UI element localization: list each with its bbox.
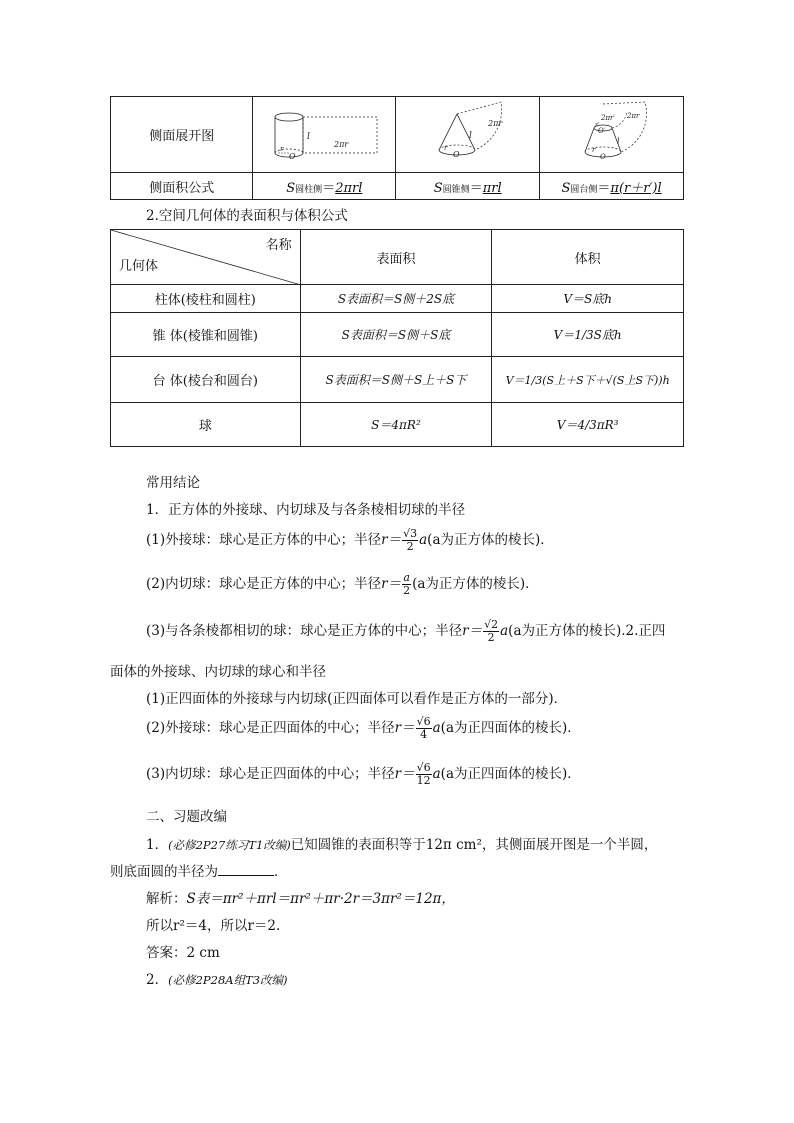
- svg-text:r: r: [591, 145, 595, 154]
- label-2pir: 2πr: [334, 139, 349, 149]
- svg-text:O: O: [452, 149, 460, 159]
- cylinder-figure: [253, 97, 396, 173]
- common-conclusions-title: 常用结论: [146, 475, 200, 491]
- header-geometry: 几何体: [119, 259, 159, 274]
- surface-volume-table: [110, 229, 684, 447]
- svg-text:r: r: [280, 144, 284, 153]
- conclusion-2b: (2)外接球：球心是正四面体的中心；半径r＝ $\frac{√6}{4}$ a(a为正四面体的棱长)．: [146, 715, 581, 741]
- header-surface: 表面积: [300, 230, 492, 285]
- cylinder-formula: S圆柱侧＝2πrl: [253, 173, 396, 200]
- solution-line-2: 所以r²＝4，所以r＝2.: [146, 918, 281, 934]
- surface-frustum: S表面积＝S侧＋S上＋S下: [300, 357, 492, 403]
- svg-text:O: O: [289, 151, 296, 161]
- volume-pyramid: V＝1/3S底h: [492, 313, 684, 357]
- row-label-lateral-formula: 侧面积公式: [111, 173, 253, 200]
- header-name: 名称: [265, 238, 292, 253]
- row-pyramid: 锥 体(棱锥和圆锥): [111, 313, 301, 357]
- svg-text:2πr′: 2πr′: [600, 113, 615, 122]
- answer: 答案：2 cm: [146, 945, 220, 961]
- row-prism: 柱体(棱柱和圆柱): [111, 285, 301, 313]
- lateral-table: [110, 96, 684, 200]
- conclusion-2c: (3)内切球：球心是正四面体的中心；半径r＝ $\frac{√6}{12}$ a(a为正四面体的棱长)．: [146, 761, 581, 787]
- conclusion-1c: (3)与各条棱都相切的球：球心是正方体的中心；半径r＝ $\frac{√2}{2}$ a(a为正方体的棱长).2.正四: [146, 618, 666, 644]
- surface-pyramid: S表面积＝S侧＋S底: [300, 313, 492, 357]
- section-exercises: 二、习题改编: [146, 809, 227, 825]
- volume-prism: V＝S底h: [492, 285, 684, 313]
- surface-prism: S表面积＝S侧＋2S底: [300, 285, 492, 313]
- svg-text:2πr: 2πr: [626, 111, 639, 120]
- label-l: l: [307, 131, 311, 142]
- svg-text:l: l: [468, 130, 472, 141]
- surface-sphere: S＝4πR²: [300, 403, 492, 447]
- row-sphere: 球: [111, 403, 301, 447]
- diagonal-header-cell: [111, 230, 301, 285]
- conclusion-1: 1．正方体的外接球、内切球及与各条棱相切球的半径: [146, 502, 466, 518]
- svg-text:2πr: 2πr: [487, 118, 502, 128]
- solution-line-1: 解析：S表＝πr²＋πrl＝πr²＋πr·2r＝3πr²＝12π，: [146, 891, 455, 907]
- header-volume: 体积: [492, 230, 684, 285]
- svg-text:l: l: [616, 136, 620, 146]
- svg-text:O: O: [599, 152, 606, 161]
- svg-text:O′: O′: [597, 126, 605, 135]
- cone-formula: S圆锥侧＝πrl: [396, 173, 540, 200]
- problem-1-cont: 则底面圆的半径为 ．: [110, 864, 288, 880]
- answer-blank: [218, 863, 274, 876]
- conclusion-2-cont: 面体的外接球、内切球的球心和半径: [110, 664, 326, 680]
- frustum-figure: [540, 97, 684, 173]
- conclusion-1a: (1)外接球：球心是正方体的中心；半径r＝ $\frac{√3}{2}$ a(a为正方体的棱长)．: [146, 527, 554, 553]
- volume-frustum: V＝1/3(S上＋S下＋√(S上S下))h: [492, 357, 684, 403]
- svg-text:r′: r′: [594, 121, 599, 129]
- conclusion-1b: (2)内切球：球心是正方体的中心；半径r＝ $\frac{a}{2}$ (a为正方体的棱长)．: [146, 571, 539, 597]
- section-title: 2.空间几何体的表面积与体积公式: [146, 208, 348, 224]
- problem-2: 2．(必修2P28A组T3改编): [146, 972, 288, 988]
- cone-figure: [396, 97, 540, 173]
- svg-text:r: r: [443, 143, 448, 152]
- volume-sphere: V＝4/3πR³: [492, 403, 684, 447]
- row-frustum: 台 体(棱台和圆台): [111, 357, 301, 403]
- problem-1: 1．(必修2P27练习T1改编)已知圆锥的表面积等于12π cm²，其侧面展开图是一个半圆，: [146, 837, 658, 853]
- frustum-formula: S圆台侧＝π(r＋r′)l: [540, 173, 684, 200]
- row-label-unfold: 侧面展开图: [111, 97, 253, 173]
- conclusion-2a: (1)正四面体的外接球与内切球(正四面体可以看作是正方体的一部分)．: [146, 691, 568, 707]
